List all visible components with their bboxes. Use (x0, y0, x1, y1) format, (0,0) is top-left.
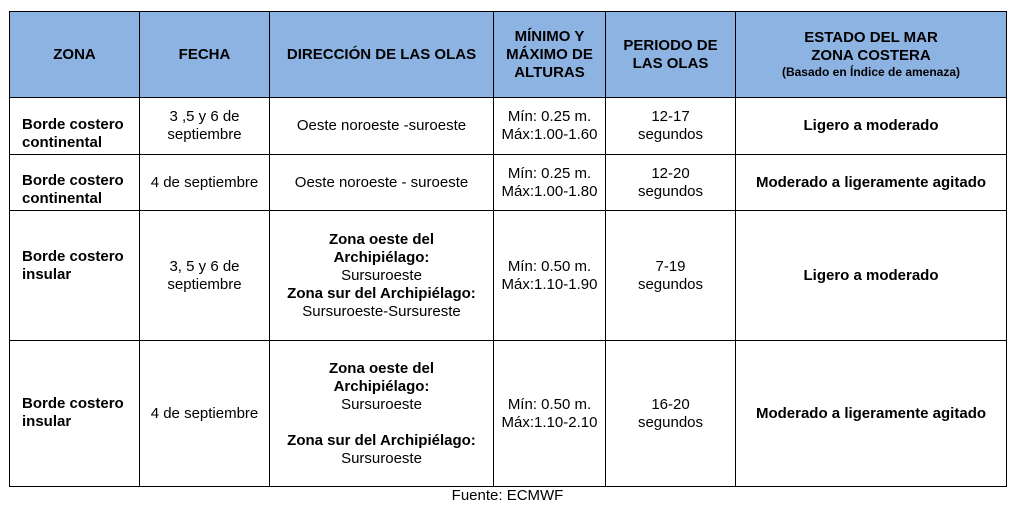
header-estado (736, 12, 1007, 98)
altura-max: Máx:1.00-1.80 (501, 182, 598, 200)
cell-direccion: Oeste noroeste - suroeste (270, 155, 494, 211)
table-body (10, 98, 1007, 487)
direccion-oeste-value: Sursuroeste (341, 395, 422, 413)
altura-max: Máx:1.10-1.90 (501, 275, 598, 293)
cell-periodo (606, 155, 736, 211)
periodo-range: 7-19 (655, 257, 686, 275)
header-direccion: DIRECCIÓN DE LAS OLAS (270, 12, 494, 98)
header-estado-line-2: ZONA COSTERA (811, 47, 931, 64)
direccion-sur-value: Sursuroeste-Sursureste (302, 302, 461, 320)
direccion-oeste-label-1: Zona oeste del (328, 230, 435, 248)
cell-direccion: Oeste noroeste -suroeste (270, 98, 494, 155)
direccion-oeste-label-2: Archipiélago: (333, 377, 430, 395)
fecha-line-1: 3 ,5 y 6 de (169, 108, 240, 125)
cell-alturas (494, 341, 606, 487)
fecha-line-2: septiembre (167, 126, 242, 143)
altura-min: Mín: 0.50 m. (507, 257, 592, 275)
cell-estado: Ligero a moderado (736, 98, 1007, 155)
periodo-unit: segundos (637, 275, 704, 293)
periodo-unit: segundos (637, 126, 704, 143)
zona-line-1: Borde costero (22, 116, 124, 133)
source-caption: Fuente: ECMWF (451, 487, 564, 504)
direccion-sur-label: Zona sur del Archipiélago: (287, 284, 476, 302)
cell-alturas (494, 155, 606, 211)
altura-max: Máx:1.10-2.10 (501, 413, 598, 431)
periodo-range: 12-20 (651, 164, 690, 182)
direccion-oeste-label-1: Zona oeste del (328, 359, 435, 377)
header-estado-line-1: ESTADO DEL MAR (804, 29, 938, 46)
table-header (10, 12, 1007, 98)
table-row (10, 98, 1007, 155)
header-row (10, 12, 1007, 98)
header-alturas (494, 12, 606, 98)
cell-alturas (494, 211, 606, 341)
cell-zona (10, 98, 140, 155)
cell-estado: Moderado a ligeramente agitado (736, 155, 1007, 211)
fecha-line-1: 3, 5 y 6 de (169, 257, 240, 275)
cell-periodo (606, 341, 736, 487)
zona-line-1: Borde costero (22, 247, 124, 265)
zona-line-2: continental (22, 190, 103, 207)
zona-line-1: Borde costero (22, 172, 124, 189)
header-fecha: FECHA (140, 12, 270, 98)
header-alturas-line-3: ALTURAS (514, 63, 585, 81)
direccion-sur-value: Sursuroeste (341, 449, 422, 467)
periodo-range: 12-17 (651, 108, 690, 125)
header-alturas-line-2: MÁXIMO DE (506, 45, 593, 63)
cell-zona (10, 211, 140, 341)
cell-fecha (140, 211, 270, 341)
zona-line-2: continental (22, 134, 103, 151)
cell-zona (10, 341, 140, 487)
fecha-line-2: septiembre (167, 275, 242, 293)
spacer (273, 414, 490, 432)
header-estado-subtitle: (Basado en Índice de amenaza) (781, 65, 961, 79)
cell-direccion (270, 341, 494, 487)
cell-direccion (270, 211, 494, 341)
zona-line-1: Borde costero (22, 394, 124, 412)
periodo-range: 16-20 (651, 395, 690, 413)
altura-max: Máx:1.00-1.60 (501, 126, 598, 143)
zona-line-2: insular (22, 412, 72, 430)
direccion-sur-label: Zona sur del Archipiélago: (287, 431, 476, 449)
table-row (10, 155, 1007, 211)
header-periodo (606, 12, 736, 98)
header-zona: ZONA (10, 12, 140, 98)
altura-min: Mín: 0.25 m. (507, 108, 592, 125)
cell-fecha (140, 98, 270, 155)
altura-min: Mín: 0.50 m. (507, 395, 592, 413)
periodo-unit: segundos (637, 413, 704, 431)
cell-periodo (606, 211, 736, 341)
cell-fecha: 4 de septiembre (140, 341, 270, 487)
wave-forecast-table (9, 11, 1007, 487)
altura-min: Mín: 0.25 m. (507, 164, 592, 182)
cell-fecha: 4 de septiembre (140, 155, 270, 211)
header-periodo-line-2: LAS OLAS (632, 54, 709, 72)
direccion-oeste-label-2: Archipiélago: (333, 248, 430, 266)
cell-zona (10, 155, 140, 211)
table-row (10, 211, 1007, 341)
cell-periodo (606, 98, 736, 155)
table-row (10, 341, 1007, 487)
periodo-unit: segundos (637, 182, 704, 200)
header-alturas-line-1: MÍNIMO Y (514, 27, 585, 45)
direccion-oeste-value: Sursuroeste (341, 266, 422, 284)
header-periodo-line-1: PERIODO DE (623, 36, 718, 54)
cell-alturas (494, 98, 606, 155)
zona-line-2: insular (22, 265, 72, 283)
cell-estado: Ligero a moderado (736, 211, 1007, 341)
cell-estado: Moderado a ligeramente agitado (736, 341, 1007, 487)
